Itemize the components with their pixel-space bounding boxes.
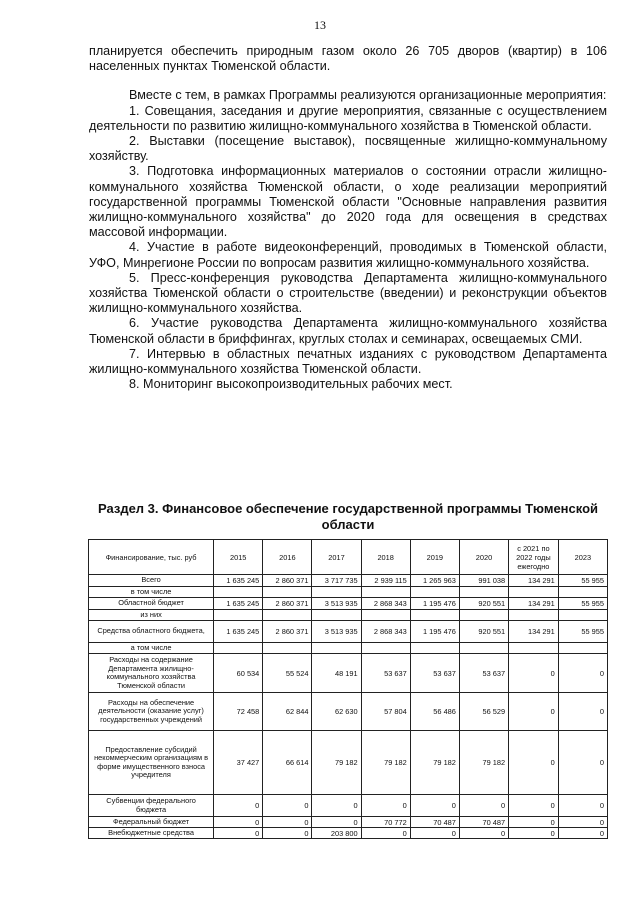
- value-cell: 0: [558, 731, 607, 795]
- value-cell: 79 182: [361, 731, 410, 795]
- row-label: Внебюджетные средства: [89, 828, 214, 839]
- value-cell: 134 291: [509, 598, 559, 610]
- value-cell: 0: [509, 693, 559, 731]
- row-label: Предоставление субсидий некоммерческим организациям в форме имущественного взноса учредителя: [89, 731, 214, 795]
- header-cell: 2016: [263, 540, 312, 575]
- value-cell: 0: [558, 693, 607, 731]
- value-cell: 134 291: [509, 621, 559, 643]
- row-label: а том числе: [89, 643, 214, 654]
- value-cell: 0: [263, 828, 312, 839]
- header-cell: 2023: [558, 540, 607, 575]
- list-item-8: 8. Мониторинг высокопроизводительных рабочих мест.: [129, 377, 453, 392]
- header-cell: 2017: [312, 540, 361, 575]
- value-cell: 79 182: [312, 731, 361, 795]
- value-cell: 55 955: [558, 598, 607, 610]
- table-row: [89, 575, 608, 587]
- value-cell: 2 868 343: [361, 598, 410, 610]
- value-cell: 134 291: [509, 575, 559, 587]
- value-cell: 56 486: [410, 693, 459, 731]
- row-label: Областной бюджет: [89, 598, 214, 610]
- paragraph-gas-supply: планируется обеспечить природным газом около 26 705 дворов (квартир) в 106 населенных пунктах Тюменской области.: [89, 44, 607, 74]
- value-cell: 62 844: [263, 693, 312, 731]
- value-cell: 2 939 115: [361, 575, 410, 587]
- value-cell: 70 487: [410, 817, 459, 828]
- value-cell: 0: [459, 828, 508, 839]
- value-cell: 0: [312, 817, 361, 828]
- value-cell: 1 635 245: [214, 598, 263, 610]
- value-cell: 79 182: [410, 731, 459, 795]
- value-cell: 0: [263, 795, 312, 817]
- table-row: [89, 817, 608, 828]
- table-row: [89, 828, 608, 839]
- body-text: [89, 44, 607, 392]
- value-cell: 70 487: [459, 817, 508, 828]
- header-cell: 2018: [361, 540, 410, 575]
- value-cell: 2 860 371: [263, 598, 312, 610]
- table-row: [89, 693, 608, 731]
- list-item-2: 2. Выставки (посещение выставок), посвященные жилищно-коммунальному хозяйству.: [89, 134, 607, 164]
- row-label: Средства областного бюджета,: [89, 621, 214, 643]
- value-cell: 53 637: [361, 654, 410, 693]
- value-cell: 0: [214, 817, 263, 828]
- table-row: [89, 654, 608, 693]
- value-cell: 1 635 245: [214, 621, 263, 643]
- table-row: [89, 795, 608, 817]
- list-item-5: 5. Пресс-конференция руководства Департамента жилищно-коммунального хозяйства Тюменской области о строительстве (введении) и реконструкции объектов жилищно-коммунального хозяйства.: [89, 270, 607, 316]
- value-cell: 55 524: [263, 654, 312, 693]
- value-cell: 0: [214, 828, 263, 839]
- value-cell: 53 637: [410, 654, 459, 693]
- value-cell: 0: [459, 795, 508, 817]
- row-label: в том числе: [89, 587, 214, 598]
- value-cell: 0: [558, 654, 607, 693]
- value-cell: 55 955: [558, 575, 607, 587]
- value-cell: 0: [509, 654, 559, 693]
- header-cell: 2020: [459, 540, 508, 575]
- value-cell: 60 534: [214, 654, 263, 693]
- paragraph-intro: Вместе с тем, в рамках Программы реализуются организационные мероприятия:: [129, 88, 607, 103]
- value-cell: 920 551: [459, 598, 508, 610]
- value-cell: 0: [509, 828, 559, 839]
- value-cell: 0: [410, 828, 459, 839]
- value-cell: 0: [214, 795, 263, 817]
- list-item-1: 1. Совещания, заседания и другие мероприятия, связанные с осуществлением деятельности по развитию жилищно-коммунального хозяйства в Тюменской области.: [89, 103, 607, 133]
- table-row: [89, 610, 608, 621]
- value-cell: 1 265 963: [410, 575, 459, 587]
- value-cell: 0: [558, 817, 607, 828]
- section-heading: Раздел 3. Финансовое обеспечение государственной программы Тюменской области: [97, 501, 599, 532]
- value-cell: 0: [509, 731, 559, 795]
- value-cell: 0: [558, 828, 607, 839]
- value-cell: 53 637: [459, 654, 508, 693]
- value-cell: 37 427: [214, 731, 263, 795]
- value-cell: 1 195 476: [410, 598, 459, 610]
- value-cell: 0: [509, 795, 559, 817]
- value-cell: 57 804: [361, 693, 410, 731]
- value-cell: 70 772: [361, 817, 410, 828]
- row-label: Всего: [89, 575, 214, 587]
- value-cell: 79 182: [459, 731, 508, 795]
- value-cell: 0: [509, 817, 559, 828]
- header-cell: с 2021 по 2022 годы ежегодно: [509, 540, 559, 575]
- header-cell: 2015: [214, 540, 263, 575]
- table-row: [89, 621, 608, 643]
- value-cell: 0: [558, 795, 607, 817]
- value-cell: 0: [361, 795, 410, 817]
- value-cell: 56 529: [459, 693, 508, 731]
- header-cell: Финансирование, тыс. руб: [89, 540, 214, 575]
- table-header-row: [89, 540, 608, 575]
- list-item-7: 7. Интервью в областных печатных изданиях с руководством Департамента жилищно-коммунального хозяйства Тюменской области.: [89, 346, 607, 377]
- value-cell: 1 195 476: [410, 621, 459, 643]
- table-row: [89, 587, 608, 598]
- table-row: [89, 643, 608, 654]
- value-cell: 0: [361, 828, 410, 839]
- value-cell: 66 614: [263, 731, 312, 795]
- value-cell: 2 860 371: [263, 575, 312, 587]
- value-cell: 920 551: [459, 621, 508, 643]
- row-label: Федеральный бюджет: [89, 817, 214, 828]
- value-cell: 55 955: [558, 621, 607, 643]
- financing-table: [88, 539, 608, 839]
- row-label: Расходы на содержание Департамента жилищно-коммунального хозяйства Тюменской области: [89, 654, 214, 693]
- value-cell: 2 868 343: [361, 621, 410, 643]
- value-cell: 3 717 735: [312, 575, 361, 587]
- value-cell: 203 800: [312, 828, 361, 839]
- value-cell: 48 191: [312, 654, 361, 693]
- value-cell: 62 630: [312, 693, 361, 731]
- page-number: 13: [314, 18, 326, 32]
- table-row: [89, 731, 608, 795]
- list-item-6: 6. Участие руководства Департамента жилищно-коммунального хозяйства Тюменской области в бриффингах, круглых столах и семинарах, освещаемых СМИ.: [89, 316, 607, 346]
- value-cell: 0: [410, 795, 459, 817]
- value-cell: 72 458: [214, 693, 263, 731]
- value-cell: 991 038: [459, 575, 508, 587]
- header-cell: 2019: [410, 540, 459, 575]
- value-cell: 3 513 935: [312, 598, 361, 610]
- list-item-4: 4. Участие в работе видеоконференций, проводимых в Тюменской области, УФО, Минрегионе России по вопросам развития жилищно-коммунального хозяйства.: [89, 240, 607, 270]
- value-cell: 1 635 245: [214, 575, 263, 587]
- value-cell: 2 860 371: [263, 621, 312, 643]
- value-cell: 0: [312, 795, 361, 817]
- value-cell: 0: [263, 817, 312, 828]
- value-cell: 3 513 935: [312, 621, 361, 643]
- list-item-3: 3. Подготовка информационных материалов о состоянии отрасли жилищно-коммунального хозяйства Тюменской области, о ходе реализации мероприятий государственной программы Тюменской области "Основные направления развития жилищно-коммунального хозяйства" до 2020 года для освещения в средствах массовой информации.: [89, 164, 607, 240]
- table-row: [89, 598, 608, 610]
- row-label: Расходы на обеспечение деятельности (оказание услуг) государственных учреждений: [89, 693, 214, 731]
- row-label: Субвенции федерального бюджета: [89, 795, 214, 817]
- row-label: из них: [89, 610, 214, 621]
